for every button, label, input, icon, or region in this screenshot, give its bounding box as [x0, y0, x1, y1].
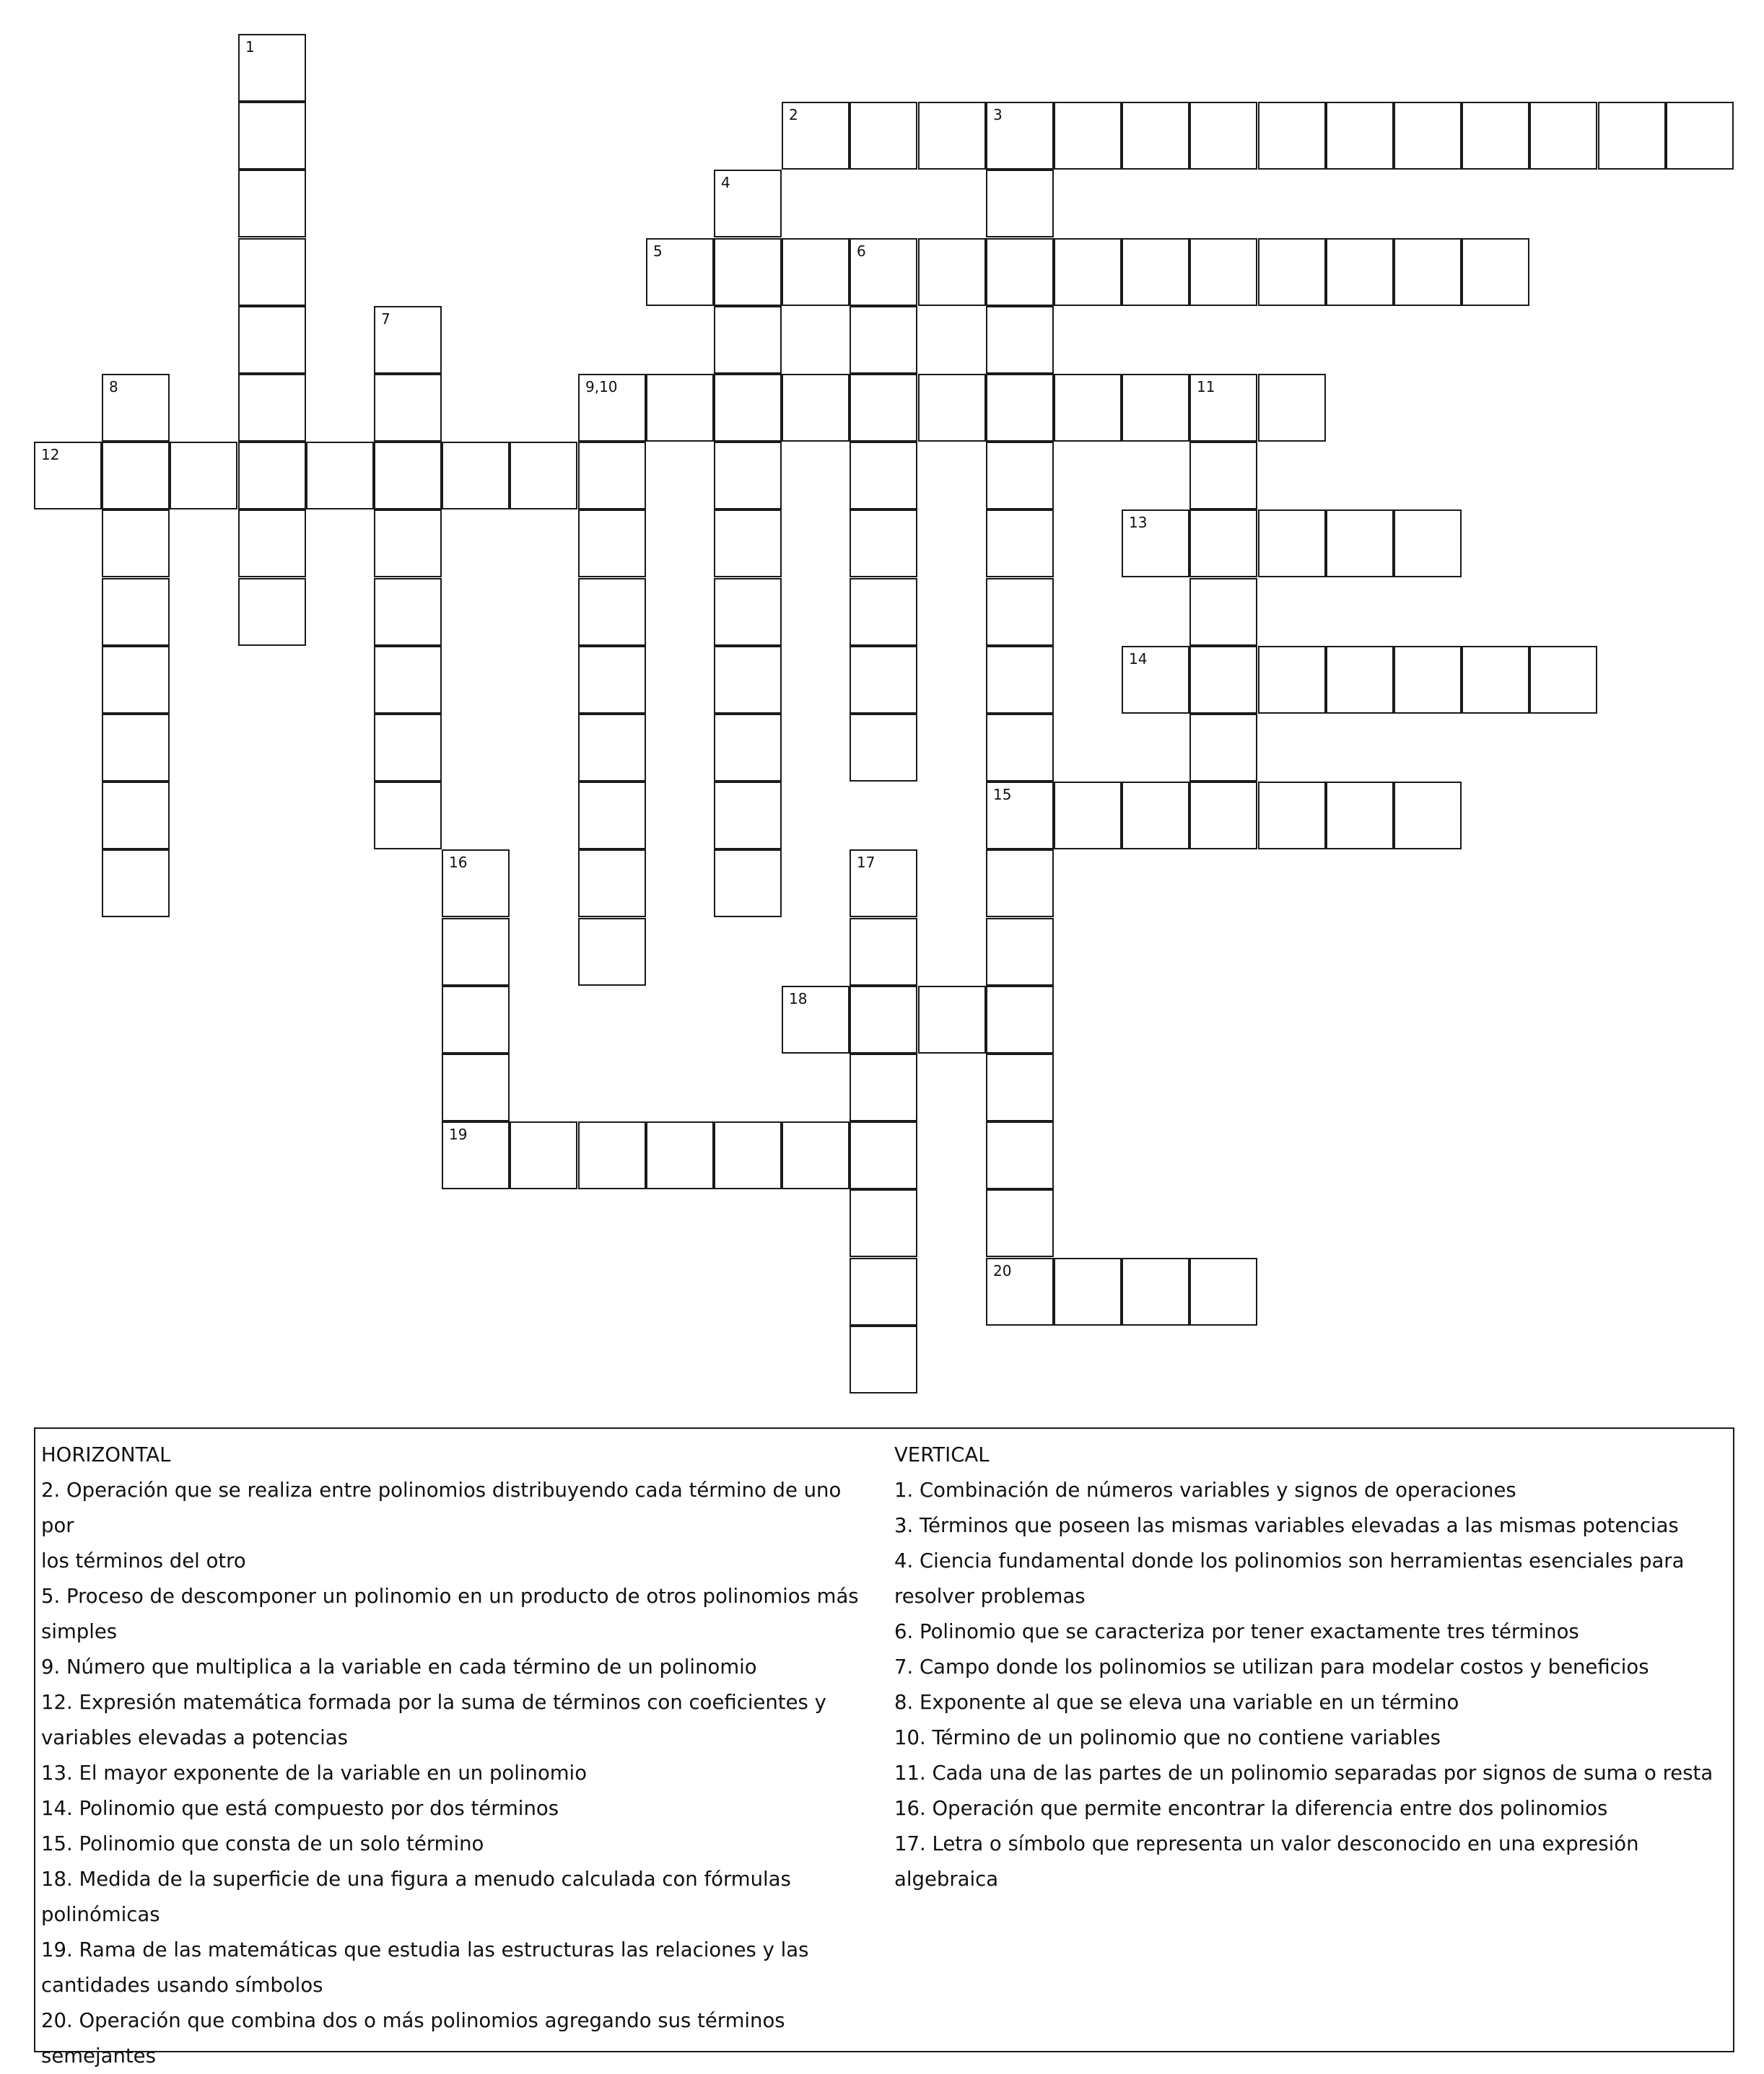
- crossword-cell[interactable]: [986, 509, 1054, 577]
- crossword-cell[interactable]: [1462, 238, 1529, 306]
- crossword-cell[interactable]: [374, 509, 442, 577]
- crossword-cell[interactable]: [102, 849, 170, 917]
- crossword-cell[interactable]: [714, 509, 782, 577]
- crossword-cell[interactable]: [170, 442, 237, 509]
- crossword-cell[interactable]: [578, 714, 646, 782]
- crossword-cell[interactable]: [1122, 646, 1189, 714]
- clue-number: 8: [109, 378, 118, 395]
- crossword-cell[interactable]: [578, 509, 646, 577]
- crossword-cell[interactable]: [1054, 102, 1122, 170]
- crossword-cell[interactable]: [714, 578, 782, 646]
- horizontal-clue-line: 12. Expresión matemática formada por la suma de términos con coeficientes y: [41, 1691, 826, 1714]
- crossword-cell[interactable]: [1394, 509, 1462, 577]
- crossword-cell[interactable]: [782, 102, 850, 170]
- crossword-cell[interactable]: [34, 442, 102, 509]
- crossword-cell[interactable]: [1189, 1258, 1257, 1326]
- horizontal-clue-line: 19. Rama de las matemáticas que estudia las estructuras las relaciones y las: [41, 1938, 809, 1961]
- crossword-cell[interactable]: [1054, 238, 1122, 306]
- crossword-cell[interactable]: [850, 442, 917, 509]
- crossword-cell[interactable]: [850, 238, 917, 306]
- crossword-cell[interactable]: [1189, 238, 1257, 306]
- crossword-cell[interactable]: [918, 374, 986, 442]
- crossword-cell[interactable]: [1122, 509, 1189, 577]
- vertical-title: VERTICAL: [894, 1443, 990, 1466]
- crossword-cell[interactable]: [1529, 646, 1597, 714]
- crossword-cell[interactable]: [714, 238, 782, 306]
- clue-number: 14: [1129, 650, 1148, 668]
- crossword-cell[interactable]: [1258, 782, 1326, 849]
- crossword-cell[interactable]: [646, 238, 714, 306]
- vertical-clue-line: 8. Exponente al que se eleva una variable en un término: [894, 1691, 1459, 1714]
- crossword-cell[interactable]: [986, 306, 1054, 374]
- clue-number: 13: [1129, 514, 1148, 531]
- horizontal-clue-line: 15. Polinomio que consta de un solo término: [41, 1832, 484, 1855]
- crossword-cell[interactable]: [782, 374, 850, 442]
- crossword-cell[interactable]: [374, 306, 442, 374]
- crossword-cell[interactable]: [306, 442, 374, 509]
- crossword-cell[interactable]: [1189, 782, 1257, 849]
- crossword-cell[interactable]: [1122, 782, 1189, 849]
- crossword-cell[interactable]: [986, 918, 1054, 986]
- clue-number: 19: [449, 1126, 468, 1143]
- horizontal-clue-line: variables elevadas a potencias: [41, 1726, 348, 1749]
- crossword-cell[interactable]: [1326, 782, 1394, 849]
- crossword-cell[interactable]: [578, 782, 646, 849]
- crossword-cell[interactable]: [102, 509, 170, 577]
- crossword-cell[interactable]: [1462, 102, 1529, 170]
- vertical-clue-line: 17. Letra o símbolo que representa un valor desconocido en una expresión algebraica: [894, 1832, 1639, 1891]
- crossword-cell[interactable]: [986, 1258, 1054, 1326]
- crossword-cell[interactable]: [238, 306, 306, 374]
- crossword-cell[interactable]: [1189, 646, 1257, 714]
- vertical-clue-line: 1. Combinación de números variables y signos de operaciones: [894, 1479, 1516, 1502]
- crossword-cell[interactable]: [510, 442, 577, 509]
- crossword-cell[interactable]: [1189, 714, 1257, 782]
- horizontal-clue-line: cantidades usando símbolos: [41, 1974, 323, 1997]
- horizontal-clue-line: 14. Polinomio que está compuesto por dos términos: [41, 1797, 559, 1820]
- crossword-cell[interactable]: [238, 34, 306, 102]
- clue-number: 15: [993, 786, 1012, 803]
- crossword-cell[interactable]: [238, 578, 306, 646]
- crossword-cell[interactable]: [1122, 102, 1189, 170]
- crossword-cell[interactable]: [986, 1189, 1054, 1257]
- crossword-cell[interactable]: [850, 1189, 917, 1257]
- crossword-cell[interactable]: [238, 170, 306, 237]
- crossword-cell[interactable]: [918, 986, 986, 1054]
- crossword-cell[interactable]: [578, 374, 646, 442]
- crossword-cell[interactable]: [102, 782, 170, 849]
- crossword-cell[interactable]: [1598, 102, 1666, 170]
- crossword-cell[interactable]: [714, 1121, 782, 1189]
- crossword-cell[interactable]: [986, 442, 1054, 509]
- crossword-cell[interactable]: [986, 170, 1054, 237]
- horizontal-clue-line: 13. El mayor exponente de la variable en un polinomio: [41, 1762, 588, 1785]
- crossword-cell[interactable]: [918, 238, 986, 306]
- clue-number: 1: [245, 38, 255, 56]
- crossword-cell[interactable]: [578, 442, 646, 509]
- horizontal-clue-line: polinómicas: [41, 1903, 160, 1926]
- horizontal-title: HORIZONTAL: [41, 1443, 171, 1466]
- crossword-cell[interactable]: [102, 374, 170, 442]
- crossword-cell[interactable]: [442, 1121, 510, 1189]
- horizontal-clue-line: simples: [41, 1620, 118, 1643]
- crossword-cell[interactable]: [714, 442, 782, 509]
- crossword-cell[interactable]: [102, 578, 170, 646]
- vertical-clue-line: 11. Cada una de las partes de un polinomio separadas por signos de suma o resta: [894, 1762, 1713, 1785]
- crossword-cell[interactable]: [782, 986, 850, 1054]
- crossword-cell[interactable]: [850, 578, 917, 646]
- vertical-clue-line: 6. Polinomio que se caracteriza por tener exactamente tres términos: [894, 1620, 1579, 1643]
- crossword-cell[interactable]: [1054, 374, 1122, 442]
- crossword-cell[interactable]: [850, 986, 917, 1054]
- crossword-cell[interactable]: [986, 1054, 1054, 1121]
- horizontal-clue-line: 5. Proceso de descomponer un polinomio en un producto de otros polinomios más: [41, 1585, 859, 1608]
- crossword-cell[interactable]: [102, 646, 170, 714]
- clue-number: 20: [993, 1262, 1012, 1279]
- clues-box: [34, 1427, 1734, 2068]
- crossword-cell[interactable]: [1529, 102, 1597, 170]
- crossword-cell[interactable]: [374, 714, 442, 782]
- crossword-cell[interactable]: [646, 374, 714, 442]
- crossword-cell[interactable]: [986, 714, 1054, 782]
- crossword-cell[interactable]: [442, 1054, 510, 1121]
- crossword-cell[interactable]: [510, 1121, 577, 1189]
- crossword-cell[interactable]: [850, 102, 917, 170]
- crossword-cell[interactable]: [714, 374, 782, 442]
- horizontal-clue-line: los términos del otro: [41, 1549, 246, 1572]
- crossword-cell[interactable]: [714, 782, 782, 849]
- crossword-cell[interactable]: [918, 102, 986, 170]
- crossword-cell[interactable]: [986, 1121, 1054, 1189]
- crossword-cell[interactable]: [578, 1121, 646, 1189]
- crossword-cell[interactable]: [986, 646, 1054, 714]
- crossword-cell[interactable]: [1326, 102, 1394, 170]
- crossword-cell[interactable]: [238, 102, 306, 170]
- crossword-cell[interactable]: [1054, 1258, 1122, 1326]
- horizontal-clues: [41, 1438, 878, 2074]
- crossword-cell[interactable]: [578, 918, 646, 986]
- crossword-cell[interactable]: [1258, 374, 1326, 442]
- crossword-cell[interactable]: [1054, 782, 1122, 849]
- crossword-cell[interactable]: [578, 578, 646, 646]
- crossword-cell[interactable]: [986, 578, 1054, 646]
- clue-number: 9,10: [585, 378, 618, 395]
- crossword-cell[interactable]: [578, 849, 646, 917]
- crossword-cell[interactable]: [442, 986, 510, 1054]
- crossword-cell[interactable]: [1189, 509, 1257, 577]
- crossword-cell[interactable]: [1326, 238, 1394, 306]
- crossword-cell[interactable]: [1258, 646, 1326, 714]
- crossword-cell[interactable]: [1189, 374, 1257, 442]
- crossword-cell[interactable]: [374, 646, 442, 714]
- crossword-cell[interactable]: [986, 782, 1054, 849]
- crossword-cell[interactable]: [238, 238, 306, 306]
- crossword-cell[interactable]: [1122, 1258, 1189, 1326]
- crossword-cell[interactable]: [850, 714, 917, 782]
- crossword-cell[interactable]: [850, 1258, 917, 1326]
- clue-number: 6: [857, 242, 866, 260]
- horizontal-clue-line: 18. Medida de la superficie de una figura a menudo calculada con fórmulas: [41, 1868, 791, 1891]
- crossword-cell[interactable]: [986, 849, 1054, 917]
- crossword-cell[interactable]: [1189, 578, 1257, 646]
- crossword-cell[interactable]: [102, 714, 170, 782]
- horizontal-clue-line: 9. Número que multiplica a la variable en cada término de un polinomio: [41, 1655, 757, 1679]
- vertical-clues: [894, 1438, 1732, 1897]
- crossword-cell[interactable]: [102, 442, 170, 509]
- crossword-cell[interactable]: [714, 170, 782, 237]
- vertical-clue-line: 10. Término de un polinomio que no contiene variables: [894, 1726, 1441, 1749]
- crossword-cell[interactable]: [1326, 509, 1394, 577]
- clue-number: 17: [857, 854, 876, 871]
- crossword-cell[interactable]: [1189, 102, 1257, 170]
- crossword-cell[interactable]: [1258, 238, 1326, 306]
- crossword-cell[interactable]: [442, 442, 510, 509]
- crossword-cell[interactable]: [374, 442, 442, 509]
- crossword-cell[interactable]: [850, 306, 917, 374]
- crossword-cell[interactable]: [986, 986, 1054, 1054]
- crossword-cell[interactable]: [850, 374, 917, 442]
- crossword-cell[interactable]: [238, 442, 306, 509]
- vertical-clue-line: resolver problemas: [894, 1585, 1086, 1608]
- crossword-cell[interactable]: [782, 1121, 850, 1189]
- crossword-cell[interactable]: [1394, 238, 1462, 306]
- vertical-clue-line: 7. Campo donde los polinomios se utilizan para modelar costos y beneficios: [894, 1655, 1649, 1679]
- crossword-cell[interactable]: [714, 849, 782, 917]
- crossword-cell[interactable]: [1394, 782, 1462, 849]
- clue-number: 16: [449, 854, 468, 871]
- clue-number: 2: [789, 106, 798, 123]
- crossword-cell[interactable]: [986, 374, 1054, 442]
- crossword-cell[interactable]: [850, 1121, 917, 1189]
- clue-number: 11: [1197, 378, 1215, 395]
- crossword-cell[interactable]: [850, 646, 917, 714]
- crossword-cell[interactable]: [1394, 102, 1462, 170]
- crossword-cell[interactable]: [1666, 102, 1734, 170]
- crossword-cell[interactable]: [1122, 374, 1189, 442]
- crossword-cell[interactable]: [850, 509, 917, 577]
- crossword-cell[interactable]: [850, 849, 917, 917]
- crossword-cell[interactable]: [374, 782, 442, 849]
- crossword-cell[interactable]: [442, 849, 510, 917]
- crossword-cell[interactable]: [986, 102, 1054, 170]
- crossword-cell[interactable]: [986, 238, 1054, 306]
- horizontal-clue-line: 20. Operación que combina dos o más polinomios agregando sus términos semejantes: [41, 2009, 785, 2068]
- crossword-cell[interactable]: [442, 918, 510, 986]
- crossword-cell[interactable]: [714, 306, 782, 374]
- crossword-cell[interactable]: [374, 578, 442, 646]
- crossword-cell[interactable]: [1326, 646, 1394, 714]
- clue-number: 7: [381, 310, 390, 328]
- horizontal-clue-line: 2. Operación que se realiza entre polinomios distribuyendo cada término de uno por: [41, 1479, 842, 1537]
- crossword-cell[interactable]: [1462, 646, 1529, 714]
- crossword-cell[interactable]: [850, 1326, 917, 1393]
- clue-number: 4: [721, 174, 730, 191]
- crossword-cell[interactable]: [850, 1054, 917, 1121]
- crossword-cell[interactable]: [374, 374, 442, 442]
- crossword-cell[interactable]: [238, 509, 306, 577]
- clue-number: 5: [653, 242, 663, 260]
- crossword-cell[interactable]: [1394, 646, 1462, 714]
- clue-number: 12: [41, 446, 60, 463]
- clue-number: 18: [789, 990, 808, 1007]
- vertical-clue-line: 16. Operación que permite encontrar la diferencia entre dos polinomios: [894, 1797, 1608, 1820]
- crossword-cell[interactable]: [782, 238, 850, 306]
- clue-number: 3: [993, 106, 1003, 123]
- crossword-cell[interactable]: [1122, 238, 1189, 306]
- crossword-cell[interactable]: [1189, 442, 1257, 509]
- crossword-cell[interactable]: [1258, 509, 1326, 577]
- crossword-cell[interactable]: [850, 918, 917, 986]
- crossword-cell[interactable]: [646, 1121, 714, 1189]
- crossword-cell[interactable]: [578, 646, 646, 714]
- vertical-clue-line: 4. Ciencia fundamental donde los polinomios son herramientas esenciales para: [894, 1549, 1685, 1572]
- vertical-clue-line: 3. Términos que poseen las mismas variables elevadas a las mismas potencias: [894, 1514, 1679, 1537]
- crossword-cell[interactable]: [714, 646, 782, 714]
- crossword-cell[interactable]: [1258, 102, 1326, 170]
- crossword-cell[interactable]: [238, 374, 306, 442]
- crossword-cell[interactable]: [714, 714, 782, 782]
